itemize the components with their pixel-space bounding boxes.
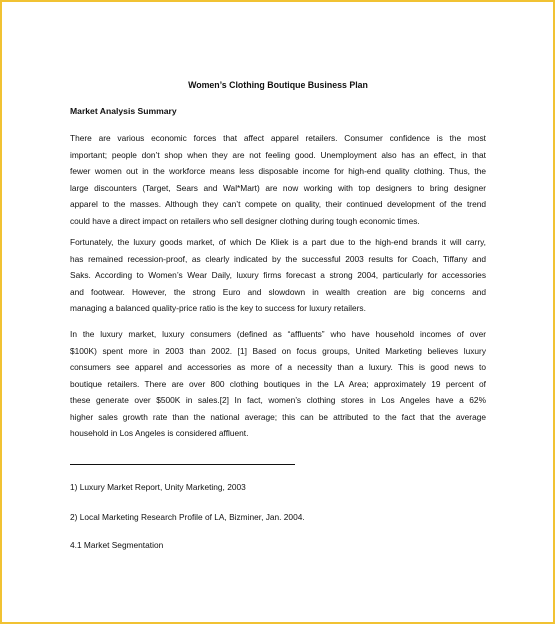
paragraph-luxury-goods: [70, 234, 486, 317]
section-heading: Market Analysis Summary: [70, 106, 177, 116]
paragraph-line: Fortunately, the luxury goods market, of which De Kliek is a part due to the high-end brands it will carry,: [70, 237, 486, 247]
paragraph-line: $100K) spent more in 2003 than 2002. [1] Based on focus groups, United Marketing believes luxury: [70, 345, 486, 356]
subsection-heading: 4.1 Market Segmentation: [70, 540, 164, 550]
paragraph-line: Saks. According to Women’s Wear Daily, luxury firms forecast a strong 2004, particularly for accessories: [70, 270, 486, 280]
paragraph-line: higher sales growth rate than the national average; this can be attributed to the fact that the average: [70, 411, 486, 422]
paragraph-luxury-consumers: [70, 326, 486, 442]
footnote-divider: [70, 464, 295, 465]
paragraph-line: important; people don’t shop when they are not feeling good. Unemployment also has an effect, in that: [70, 149, 486, 160]
paragraph-line: these generate over $500K in sales.[2] In fact, women’s clothing stores in Los Angeles have a 62%: [70, 395, 486, 405]
paragraph-line: apparel to the masses. Although they can’t compete on quality, their continued development of the trend: [70, 199, 486, 209]
paragraph-economic-forces: [70, 130, 486, 229]
paragraph-line: There are various economic forces that affect apparel retailers. Consumer confidence is the most: [70, 133, 486, 143]
document-title: Women’s Clothing Boutique Business Plan: [188, 80, 368, 90]
paragraph-line: In the luxury market, luxury consumers (defined as “affluents” who have household incomes of over: [70, 329, 486, 339]
paragraph-line: managing a balanced quality-price ratio is the key to success for luxury retailers.: [70, 303, 366, 313]
footnote-1: 1) Luxury Market Report, Unity Marketing, 2003: [70, 482, 246, 492]
paragraph-line: and footwear. However, the strong Euro and slowdown in wealth creation are big concerns and: [70, 286, 486, 297]
paragraph-line: has remained recession-proof, as clearly indicated by the successful 2003 results for Coach, Tiffany and: [70, 253, 486, 264]
paragraph-line: fewer women out in the workforce means less disposable income for high-end quality clothing. Thus, the: [70, 166, 486, 176]
footnote-2: 2) Local Marketing Research Profile of LA, Bizminer, Jan. 2004.: [70, 512, 305, 522]
paragraph-line: household in Los Angeles is considered affluent.: [70, 428, 249, 438]
paragraph-line: boutique retailers. There are over 800 clothing boutiques in the LA Area; approximately 19 percent of: [70, 378, 486, 389]
paragraph-line: consumers see apparel and accessories as more of a necessity than a luxury. This is good news to: [70, 362, 486, 372]
paragraph-line: could have a direct impact on retailers who sell designer clothing during tough economic times.: [70, 215, 420, 226]
paragraph-line: large discounters (Target, Sears and Wal*Mart) are now working with top designers to bring designer: [70, 182, 486, 193]
